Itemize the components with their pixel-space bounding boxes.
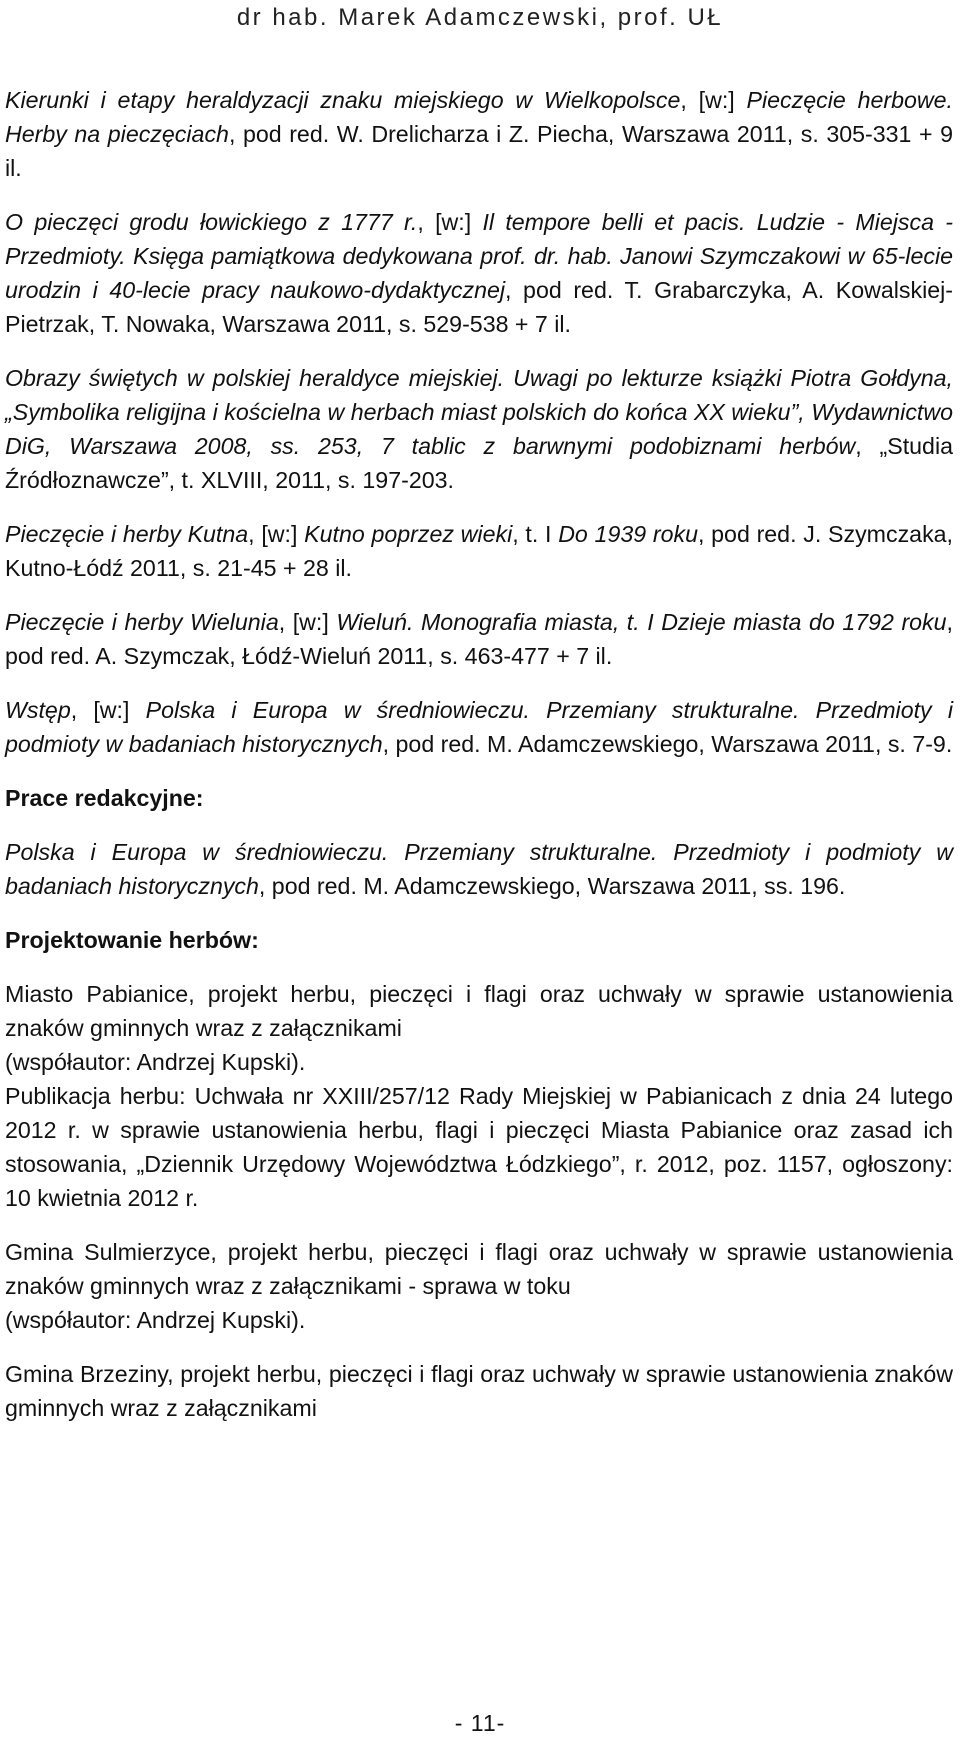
entry-title-text: Kierunki i etapy heraldyzacji znaku miejskiego w Wielkopolsce [5,87,681,113]
entry-text: , [w:] [70,697,146,723]
entry-title-text: O pieczęci grodu łowickiego z 1777 r. [5,209,418,235]
entry-text: , pod red. T. Grabarczyka, A. Kowalskiej-Pietrzak, T. Nowaka, Warszawa 2011, s. 529-538 + 7 il. [5,277,953,337]
entry-text: (współautor: Andrzej Kupski). [5,1307,306,1333]
entry-title-text: Pieczęcie i herby Kutna [5,521,249,547]
bibliography-entry [5,83,953,185]
entry-title-text: Pieczęcie herbowe. Herby na pieczęciach [5,87,953,147]
entry-title-text: Polska i Europa w średniowieczu. Przemiany strukturalne. Przedmioty i podmioty w badaniach historycznych [5,697,953,757]
entry-title-text: Polska i Europa w średniowieczu. Przemiany strukturalne. Przedmioty i podmioty w badaniach historycznych [5,839,953,899]
bibliography-entry [5,517,953,585]
document-body [5,83,953,1445]
entry-text: , pod red. W. Drelicharza i Z. Piecha, Warszawa 2011, s. 305-331 + 9 il. [5,121,954,181]
page-header: dr hab. Marek Adamczewski, prof. UŁ [236,4,724,31]
section-heading-heraldry: Projektowanie herbów: [5,927,259,953]
entry-title-text: Il tempore belli et pacis. Ludzie - Miejsca - Przedmioty. Księga pamiątkowa dedykowana prof. dr. hab. Janowi Szymczakowi w 65-lecie urodzin i 40-lecie pracy naukowo-dydaktycznej [5,209,953,303]
bibliography-entry [5,205,953,341]
entry-text: , pod red. M. Adamczewskiego, Warszawa 2011, ss. 196. [258,873,846,899]
entry-text: Gmina Brzeziny, projekt herbu, pieczęci i flagi oraz uchwały w sprawie ustanowienia znaków gminnych wraz z załącznikami [5,1361,953,1421]
bibliography-entry [5,977,953,1079]
entry-text: , pod red. M. Adamczewskiego, Warszawa 2011, s. 7-9. [382,731,953,757]
entry-text: , t. I [512,521,559,547]
bibliography-entry [5,605,953,673]
entry-text: , „Studia Źródłoznawcze”, t. XLVIII, 2011, s. 197-203. [5,433,953,493]
entry-text: Publikacja herbu: Uchwała nr XXIII/257/12 Rady Miejskiej w Pabianicach z dnia 24 lutego 2012 r. w sprawie ustanowienia herbu, flagi i pieczęci Miasta Pabianice oraz zasad ich stosowania, „Dziennik Urzędowy Województwa Łódzkiego”, r. 2012, poz. 1157, ogłoszony: 10 kwietnia 2012 r. [5,1083,953,1211]
entry-title-text: Wieluń. Monografia miasta, t. I Dzieje miasta do 1792 roku [336,609,947,635]
editorial-list [5,835,953,903]
entry-text: , [w:] [278,609,337,635]
publication-list [5,83,953,761]
entry-text: , [w:] [680,87,747,113]
entry-title-text: Wstęp [5,697,71,723]
entry-text: , pod red. A. Szymczak, Łódź-Wieluń 2011, s. 463-477 + 7 il. [5,609,953,669]
heraldry-list [5,977,953,1425]
bibliography-entry [5,1235,953,1337]
entry-title-text: Do 1939 roku [558,521,698,547]
bibliography-entry [5,1079,953,1215]
page-number: - 11- [454,1710,506,1736]
entry-text: Miasto Pabianice, projekt herbu, pieczęci i flagi oraz uchwały w sprawie ustanowienia znaków gminnych wraz z załącznikami [5,981,953,1041]
entry-text: (współautor: Andrzej Kupski). [5,1049,306,1075]
entry-title-text: Obrazy świętych w polskiej heraldyce miejskiej. Uwagi po lekturze książki Piotra Gołdyna, „Symbolika religijna i kościelna w herbach miast polskich do końca XX wieku”, Wydawnictwo DiG, Warszawa 2008, ss. 253, 7 tablic z barwnymi podobiznami herbów [5,365,953,459]
entry-text: , [w:] [248,521,305,547]
entry-text: , [w:] [417,209,483,235]
bibliography-entry [5,1357,953,1425]
bibliography-entry [5,693,953,761]
bibliography-entry [5,835,953,903]
entry-text: , pod red. J. Szymczaka, Kutno-Łódź 2011, s. 21-45 + 28 il. [5,521,953,581]
entry-title-text: Kutno poprzez wieki [304,521,513,547]
section-heading-editorial: Prace redakcyjne: [5,785,204,811]
entry-text: Gmina Sulmierzyce, projekt herbu, pieczęci i flagi oraz uchwały w sprawie ustanowienia znaków gminnych wraz z załącznikami - sprawa w toku [5,1239,953,1299]
bibliography-entry [5,361,953,497]
entry-title-text: Pieczęcie i herby Wielunia [5,609,279,635]
